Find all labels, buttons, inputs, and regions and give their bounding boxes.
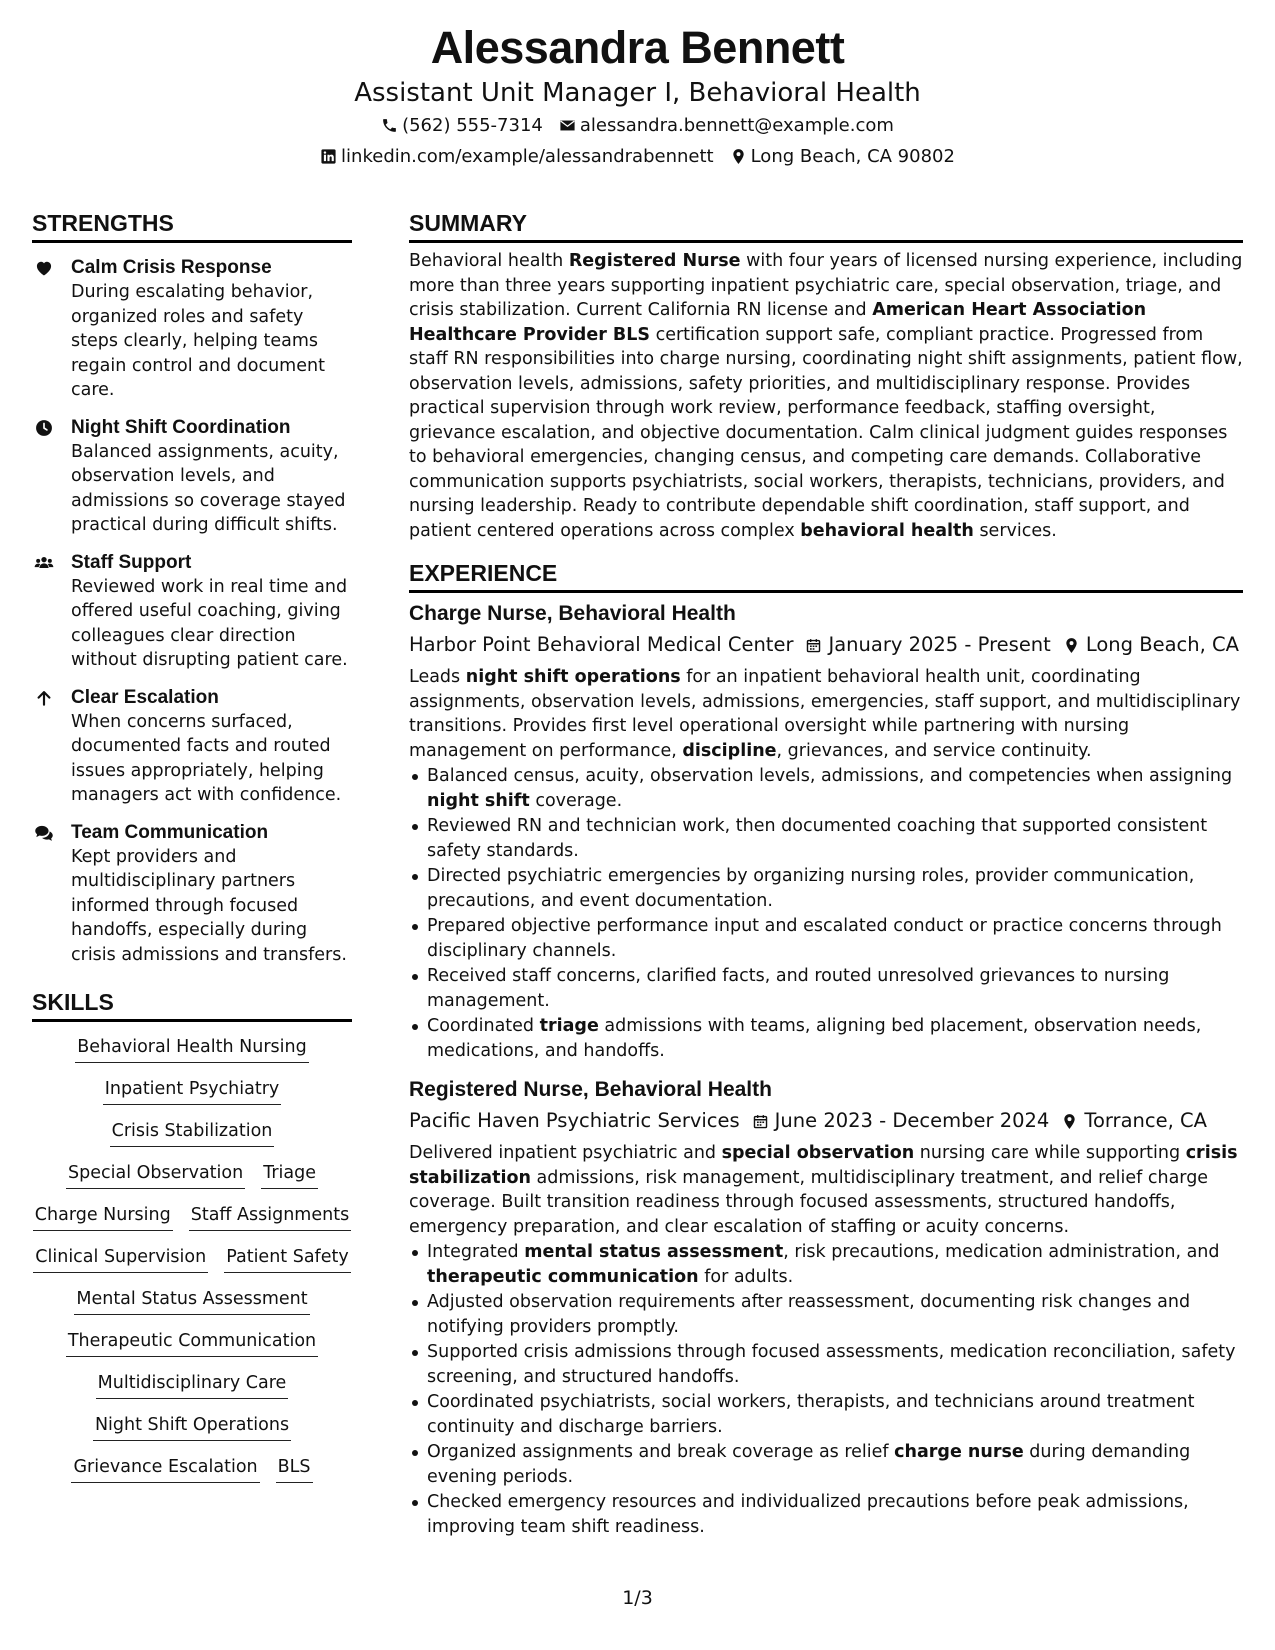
job-meta [409,1106,1243,1136]
job-bullet [409,1240,1243,1289]
strength-item [32,550,352,673]
skill-row [32,1328,352,1357]
strength-item [32,685,352,808]
skill-row [32,1412,352,1441]
text-run: coverage. [529,790,623,811]
skill-tag: Staff Assignments [189,1202,351,1231]
job-meta [409,630,1243,660]
skill-row [32,1076,352,1105]
text-run: Reviewed RN and technician work, then documented coaching that supported consistent safety standards. [427,816,1208,861]
map-pin-icon [1063,637,1080,654]
linkedin-contact[interactable] [320,141,714,172]
job-company: Harbor Point Behavioral Medical Center [409,633,794,656]
job-bullet [409,964,1243,1013]
summary-heading: SUMMARY [409,208,1243,243]
job-dates-wrap [805,630,1050,660]
strength-name: Night Shift Coordination [71,416,291,438]
strength-name: Staff Support [71,551,192,573]
right-column [409,208,1243,1540]
text-run: Adjusted observation requirements after reassessment, documenting risk changes and notifying providers promptly. [427,1292,1191,1337]
skill-row [32,1034,352,1063]
job-dates: June 2023 - December 2024 [774,1109,1050,1132]
text-run: admissions, risk management, multidisciplinary treatment, and relief charge coverage. Built transition readiness through focused assessments, structured handoffs, emergency preparation, and clear escalation of staffing or acuity concerns. [409,1167,1209,1237]
job-location-wrap [1063,630,1239,660]
skill-row [32,1286,352,1315]
summary-text [409,249,1243,543]
text-run: services. [973,520,1057,541]
strength-desc: During escalating behavior, organized roles and safety steps clearly, helping teams regain control and document care. [71,282,325,400]
job-entry [409,1075,1243,1539]
skill-tag: Night Shift Operations [93,1412,291,1441]
job-entry [409,599,1243,1063]
skill-tag: Crisis Stabilization [110,1118,275,1147]
job-location: Torrance, CA [1084,1109,1207,1132]
bold-keyword: therapeutic communication [427,1266,699,1287]
skill-tag: Behavioral Health Nursing [75,1034,308,1063]
job-title: Registered Nurse, Behavioral Health [409,1078,772,1101]
skills-list [32,1034,352,1483]
text-run: Organized assignments and break coverage as relief [427,1442,895,1462]
jobs-list [409,599,1243,1539]
job-dates-wrap [752,1106,1050,1136]
contact-row-1 [0,110,1275,141]
phone-contact [381,110,543,141]
job-bullets [409,1240,1243,1539]
left-column [32,208,352,1496]
bold-keyword: Registered Nurse [568,251,741,271]
phone-icon [381,117,398,134]
job-bullet [409,1014,1243,1063]
location-contact [730,141,955,172]
phone-text: (562) 555-7314 [402,115,543,136]
skill-tag: Patient Safety [224,1244,350,1273]
comments-icon [34,823,54,843]
strength-desc: When concerns surfaced, documented facts and routed issues appropriately, helping managers act with confidence. [71,711,342,805]
job-company: Pacific Haven Psychiatric Services [409,1109,740,1132]
text-run: for an inpatient behavioral health unit, coordinating assignments, observation levels, admissions, emergencies, staff support, and multidisciplinary transitions. Provides first level operational oversight while partnering with nursing management on performance, [409,667,1241,761]
text-run: certification support safe, compliant practice. Progressed from staff RN responsibilities into charge nursing, coordinating night shift assignments, patient flow, observation levels, admissions, safety priorities, and multidisciplinary response. Provides practical supervision through work review, performance feedback, staffing oversight, grievance escalation, and objective documentation. Calm clinical judgment guides responses to behavioral emergencies, changing census, and competing care demands. Collaborative communication supports psychiatrists, social workers, therapists, technicians, providers, and nursing leadership. Ready to contribute dependable shift coordination, staff support, and patient centered operations across complex [409,324,1243,541]
text-run: Delivered inpatient psychiatric and [409,1143,722,1163]
skill-tag: Mental Status Assessment [74,1286,309,1315]
clock-icon [34,418,54,438]
job-bullet [409,814,1243,863]
bold-keyword: crisis stabilization [409,1143,1238,1188]
strength-item [32,820,352,968]
job-title: Charge Nurse, Behavioral Health [409,602,736,625]
job-description [409,1141,1243,1239]
job-bullet [409,1340,1243,1389]
text-run: Integrated [427,1242,525,1262]
job-dates: January 2025 - Present [828,633,1051,656]
strength-item [32,415,352,538]
text-run: , grievances, and service continuity. [776,740,1092,761]
strength-desc: Reviewed work in real time and offered useful coaching, giving colleagues clear direction without disrupting patient care. [71,576,348,670]
text-run: for adults. [698,1266,794,1287]
map-pin-icon [1061,1113,1078,1130]
text-run: , risk precautions, medication administration, and [783,1242,1220,1262]
strength-name: Clear Escalation [71,686,219,708]
text-run: Supported crisis admissions through focused assessments, medication reconciliation, safety screening, and structured handoffs. [427,1342,1236,1387]
strengths-heading: STRENGTHS [32,208,352,243]
arrow-up-icon [34,688,54,708]
skill-tag: Charge Nursing [33,1202,173,1231]
bold-keyword: discipline [682,740,777,761]
text-run: with four years of licensed nursing experience, including more than three years supporting inpatient psychiatric care, special observation, triage, and crisis stabilization. Current California RN license and [409,251,1243,320]
bold-keyword: American Heart Association Healthcare Provider BLS [409,300,1147,345]
job-bullet [409,1440,1243,1489]
linkedin-text[interactable]: linkedin.com/example/alessandrabennett [341,146,714,167]
calendar-icon [805,637,822,654]
strength-desc: Kept providers and multidisciplinary partners informed through focused handoffs, especially during crisis admissions and transfers. [71,846,347,965]
bold-keyword: night shift [427,790,530,811]
email-contact[interactable] [559,110,894,141]
contact-row-2 [0,141,1275,172]
candidate-name: Alessandra Bennett [430,22,845,73]
skill-row [32,1160,352,1189]
page-number: 1/3 [622,1587,653,1609]
bold-keyword: night shift operations [465,667,681,687]
job-bullets [409,764,1243,1063]
bold-keyword: mental status assessment [524,1242,784,1262]
location-text: Long Beach, CA 90802 [750,146,955,167]
text-run: Coordinated psychiatrists, social workers, therapists, and technicians around treatment continuity and discharge barriers. [427,1392,1195,1437]
text-run: Directed psychiatric emergencies by organizing nursing roles, provider communication, precautions, and event documentation. [427,866,1195,911]
text-run: Balanced census, acuity, observation levels, admissions, and competencies when assigning [427,766,1233,786]
envelope-icon [559,117,576,134]
strengths-list [32,255,352,967]
job-location: Long Beach, CA [1085,633,1239,656]
map-pin-icon [730,148,747,165]
users-icon [34,553,54,573]
skill-row [32,1202,352,1231]
job-bullet [409,1290,1243,1339]
skill-tag: Clinical Supervision [33,1244,208,1273]
job-bullet [409,914,1243,963]
strength-item [32,255,352,403]
text-run: Behavioral health [409,251,569,271]
calendar-icon [752,1113,769,1130]
strength-name: Team Communication [71,821,269,843]
job-bullet [409,764,1243,813]
bold-keyword: charge nurse [894,1442,1024,1462]
job-description [409,665,1243,763]
job-bullet [409,1390,1243,1439]
skill-row [32,1454,352,1483]
linkedin-icon [320,148,337,165]
job-location-wrap [1061,1106,1207,1136]
text-run: during demanding evening periods. [427,1442,1191,1487]
experience-heading: EXPERIENCE [409,558,1243,593]
bold-keyword: behavioral health [800,520,974,541]
job-bullet [409,1490,1243,1539]
skill-tag: Grievance Escalation [71,1454,259,1483]
text-run: Checked emergency resources and individualized precautions before peak admissions, improving team shift readiness. [427,1492,1189,1537]
skills-heading: SKILLS [32,987,352,1022]
skill-tag: Special Observation [66,1160,245,1189]
skill-tag: Multidisciplinary Care [96,1370,289,1399]
strength-name: Calm Crisis Response [71,257,272,278]
resume-header [0,18,1275,172]
email-text[interactable]: alessandra.bennett@example.com [579,115,894,136]
skill-tag: Inpatient Psychiatry [103,1076,282,1105]
text-run: Coordinated [427,1016,540,1036]
skill-row [32,1118,352,1147]
skill-tag: BLS [276,1454,313,1483]
skill-row [32,1244,352,1273]
text-run: admissions with teams, aligning bed placement, observation needs, medications, and handoffs. [427,1016,1202,1061]
text-run: Prepared objective performance input and escalated conduct or practice concerns through disciplinary channels. [427,916,1222,961]
text-run: nursing care while supporting [914,1143,1186,1163]
heart-icon [34,258,54,278]
bold-keyword: triage [539,1016,599,1036]
job-bullet [409,864,1243,913]
skill-tag: Therapeutic Communication [66,1328,318,1357]
text-run: Received staff concerns, clarified facts, and routed unresolved grievances to nursing management. [427,966,1170,1011]
skill-tag: Triage [261,1160,318,1189]
bold-keyword: special observation [721,1143,915,1163]
text-run: Leads [409,667,466,687]
candidate-title: Assistant Unit Manager I, Behavioral Health [354,78,921,108]
strength-desc: Balanced assignments, acuity, observation levels, and admissions so coverage stayed practical during difficult shifts. [71,441,346,535]
skill-row [32,1370,352,1399]
